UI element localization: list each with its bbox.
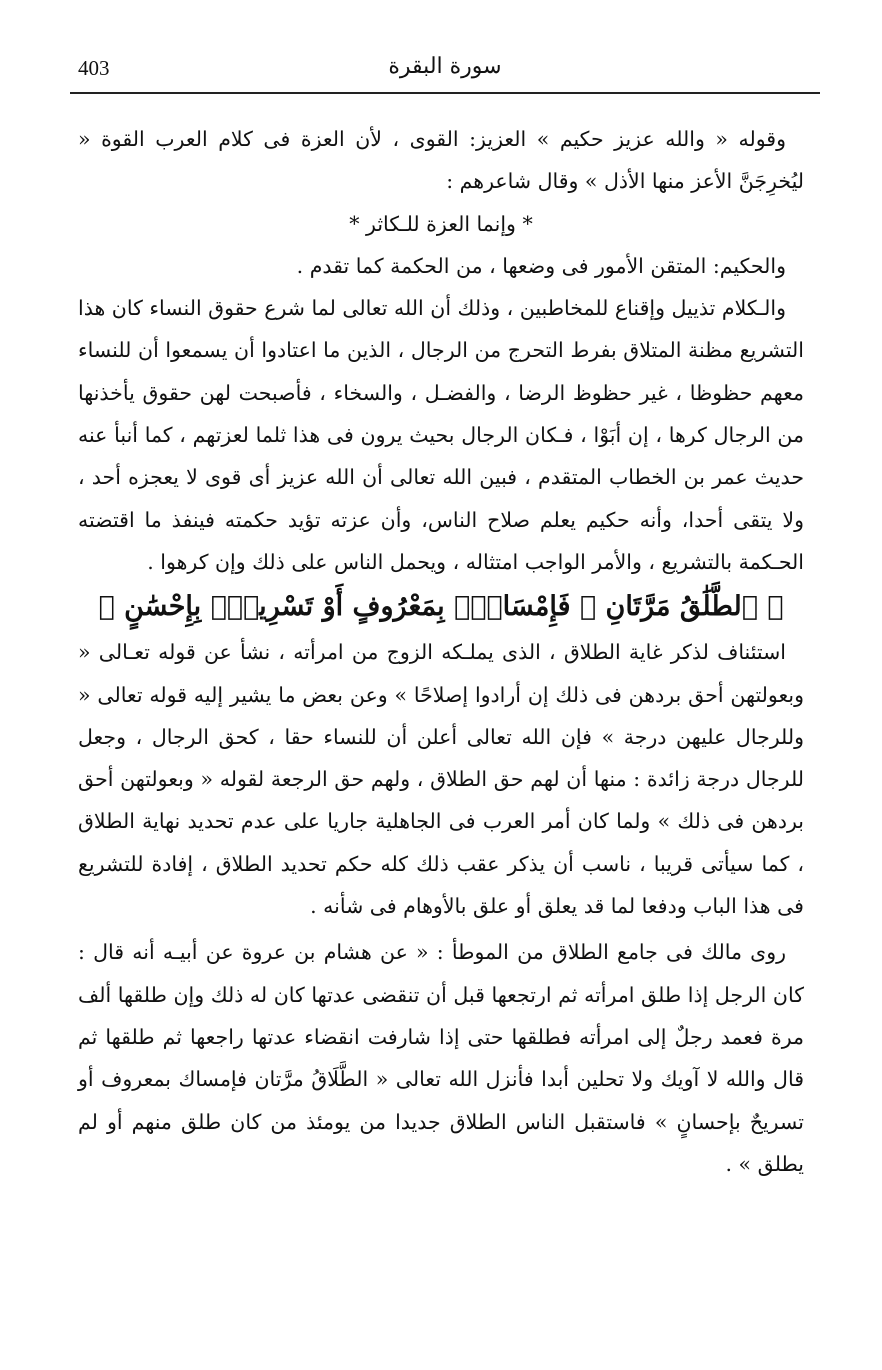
surah-title: سورة البقرة — [388, 54, 502, 79]
quran-verse-heading: ﴿ ٱلطَّلَٰقُ مَرَّتَانِ ۖ فَإِمْسَاكٌۢ بِمَعْرُوفٍ أَوْ تَسْرِيحٌۢ بِإِحْسَٰنٍ ﴾ — [98, 591, 784, 623]
poetry-verse: * وإنما العزة للـكاثر * — [349, 211, 533, 236]
paragraph-malik-narration: روى مالك فى جامع الطلاق من الموطأ : « عن هشام بن عروة عن أبيـه أنه قال : كان الرجل إذا طلق امرأته ثم ارتجعها قبل أن تنقضى عدتها كان له ذلك وإن طلقها ألف مرة فعمد رجلٌ إلى امرأته فطلقها حتى إذا شارفت انقضاء عدتها راجعها ثم طلقها ثم قال والله لا آويك ولا تحلين أبدا فأنزل الله تعالى « الطَّلَاقُ مرَّتان فإمساك بمعروف أو تسريحٌ بإحسانٍ » فاستقبل الناس الطلاق جديدا من يومئذ من كان طلق منهم أو لم يطلق » . — [78, 940, 804, 1176]
paragraph-aziz-hakim: وقوله « والله عزيز حكيم » العزيز: القوى ، لأن العزة فى كلام العرب القوة « ليُخرِجَنَّ الأعز منها الأذل » وقال شاعرهم : — [78, 127, 804, 194]
paragraph-hakim-definition: والحكيم: المتقن الأمور فى وضعها ، من الحكمة كما تقدم . — [296, 253, 786, 278]
paragraph-commentary: والـكلام تذييل وإقناع للمخاطبين ، وذلك أن الله تعالى لما شرع حقوق النساء كان هذا التشريع مظنة المتلاق بفرط التحرج من الرجال ، الذين ما اعتادوا أن يسمعوا أن للنساء معهم حظوظا ، غير حظوظ الرضا ، والفضـل ، والسخاء ، فأصبحت لهن حقوق يأخذنها من الرجال كرها ، إن أبَوْا ، فـكان الرجال بحيث يرون فى هذا ثلما لعزتهم ، كما أنبأ عنه حديث عمر بن الخطاب المتقدم ، فبين الله تعالى أن الله عزيز أى قوى لا يعجزه أحد ، ولا يتقى أحدا، وأنه حكيم يعلم صلاح الناس، وأن عزته تؤيد حكمته فينفذ ما اقتضته الحـكمة بالتشريع ، والأمر الواجب امتثاله ، ويحمل الناس على ذلك وإن كرهوا . — [78, 296, 804, 574]
paragraph-divorce-limit: استئناف لذكر غاية الطلاق ، الذى يملـكه الزوج من امرأته ، نشأ عن قوله تعـالى « وبعولتهن أحق بردهن فى ذلك إن أرادوا إصلاحًا » وعن بعض ما يشير إليه قوله تعالى « وللرجال عليهن درجة » فإن الله تعالى أعلن أن للنساء حقا ، كحق الرجال ، وجعل للرجال درجة زائدة : منها أن لهم حق الطلاق ، ولهم حق الرجعة لقوله « وبعولتهن أحق بردهن فى ذلك » ولما كان أمر العرب فى الجاهلية جاريا على عدم تحديد نهاية الطلاق ، كما سيأتى قريبا ، ناسب أن يذكر عقب ذلك كله حكم تحديد الطلاق ، إفادة للتشريع فى هذا الباب ودفعا لما قد يعلق أو علق بالأوهام فى شأنه . — [78, 640, 804, 919]
page-number: 403 — [78, 56, 110, 80]
page-header — [70, 48, 820, 94]
page-body — [78, 118, 804, 1185]
